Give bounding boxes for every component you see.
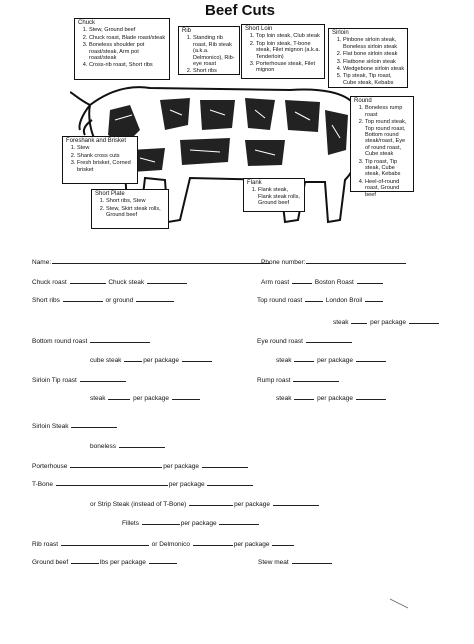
sirloin-tip-roast-blank[interactable] xyxy=(80,375,126,382)
bottom-round-roast-label: Bottom round roast xyxy=(32,338,88,345)
eye-round-roast-label: Eye round roast xyxy=(257,338,303,345)
per-package-label: per package xyxy=(143,357,180,364)
tbone-label: T-Bone xyxy=(32,481,53,488)
pen-mark xyxy=(388,596,412,610)
box-heading: Round xyxy=(354,98,372,104)
ground-beef-row xyxy=(32,557,178,566)
cube-steak-label: cube steak xyxy=(90,357,122,364)
chuck-steak-blank[interactable] xyxy=(147,277,187,284)
phone-blank[interactable] xyxy=(306,257,406,264)
rump-roast-label: Rump roast xyxy=(257,377,291,384)
boston-roast-label: Boston Roast xyxy=(314,279,354,286)
fillets-row xyxy=(122,518,260,527)
per-package-label: per package xyxy=(168,481,205,488)
per-package-blank[interactable] xyxy=(409,317,439,324)
box-heading: Rib xyxy=(182,28,192,34)
list-item: 5. Tip steak, Tip roast, Cube steak, Kebabs xyxy=(343,73,405,86)
steak-row-2 xyxy=(276,355,387,364)
name-blank[interactable] xyxy=(52,257,270,264)
ground-beef-label: Ground beef xyxy=(32,559,69,566)
porterhouse-label: Porterhouse xyxy=(32,463,68,470)
list-item: 2. Top round steak, Top round roast, Bottom round steak/roast, Eye of round roast, Cube steak xyxy=(365,119,411,157)
sirloin-box xyxy=(328,28,408,88)
top-round-roast-label: Top round roast xyxy=(257,297,303,304)
box-heading: Chuck xyxy=(78,20,96,26)
sirloin-steak-row xyxy=(32,421,118,430)
page-title: Beef Cuts xyxy=(205,2,276,19)
boston-roast-blank[interactable] xyxy=(357,277,383,284)
name-label: Name: xyxy=(32,259,52,266)
sirloin-tip-roast-label: Sirloin Tip roast xyxy=(32,377,77,384)
short-ribs-blank[interactable] xyxy=(63,295,103,302)
top-round-roast-blank[interactable] xyxy=(305,295,323,302)
lbs-per-package-label: lbs per package xyxy=(99,559,146,566)
name-row xyxy=(32,257,271,266)
chuck-roast-blank[interactable] xyxy=(70,277,106,284)
box-heading: Short Plate xyxy=(95,191,125,197)
or-delmonico-label: or Delmonico xyxy=(151,541,190,548)
list-item: 4. Cross-rib roast, Short ribs xyxy=(89,62,167,68)
list-item: 1. Stew, Ground beef xyxy=(89,27,167,33)
per-package-blank[interactable] xyxy=(219,518,259,525)
phone-row xyxy=(261,257,407,266)
box-heading: Foreshank and Brisket xyxy=(66,138,127,144)
fillets-label: Fillets xyxy=(122,520,139,527)
per-package-label: per package xyxy=(133,395,169,402)
per-package-label: per package xyxy=(317,357,353,364)
fillets-blank[interactable] xyxy=(142,518,180,525)
rib-roast-label: Rib roast xyxy=(32,541,59,548)
chuck-roast-label: Chuck roast xyxy=(32,279,67,286)
sirloin-steak-blank[interactable] xyxy=(71,421,117,428)
sirloin-tip-row xyxy=(32,375,127,384)
rump-roast-blank[interactable] xyxy=(293,375,339,382)
list-item: 1. Flank steak, Flank steak rolls, Ground beef xyxy=(258,187,302,206)
rib-roast-row xyxy=(32,539,295,548)
per-package-blank[interactable] xyxy=(182,355,212,362)
list-item: 1. Stew xyxy=(77,145,135,151)
phone-label: Phone number: xyxy=(261,259,306,266)
london-broil-blank[interactable] xyxy=(365,295,383,302)
rump-roast-row xyxy=(257,375,340,384)
steak-label: steak xyxy=(276,357,292,364)
steak-label: steak xyxy=(333,319,349,326)
or-ground-blank[interactable] xyxy=(136,295,174,302)
arm-row xyxy=(261,277,384,286)
stew-meat-blank[interactable] xyxy=(292,557,332,564)
eye-round-row xyxy=(257,336,353,345)
flank-box xyxy=(243,178,305,212)
steak-row-4 xyxy=(276,393,387,402)
list-item: 1. Boneless rump roast xyxy=(365,105,411,118)
list-item: 3. Fresh brisket, Corned brisket xyxy=(77,160,135,173)
short-ribs-row xyxy=(32,295,175,304)
per-package-label: per package xyxy=(180,520,217,527)
boneless-blank[interactable] xyxy=(119,441,165,448)
sirloin-steak-label: Sirloin Steak xyxy=(32,423,69,430)
short-loin-box xyxy=(241,24,325,79)
per-package-label: per package xyxy=(317,395,353,402)
cube-steak-blank[interactable] xyxy=(124,355,142,362)
box-heading: Short Loin xyxy=(245,26,273,32)
eye-round-roast-blank[interactable] xyxy=(306,336,352,343)
steak-per-package-row xyxy=(333,317,440,326)
per-package-blank[interactable] xyxy=(272,539,294,546)
list-item: 2. Shank cross cuts xyxy=(77,153,135,159)
list-item: 1. Pinbone sirloin steak, Boneless sirloin steak xyxy=(343,37,405,50)
steak-blank[interactable] xyxy=(294,355,314,362)
porterhouse-blank[interactable] xyxy=(70,461,162,468)
list-item: 2. Flat bone sirloin steak xyxy=(343,51,405,57)
steak-row-3 xyxy=(90,393,201,402)
list-item: 4. Heel-of-round roast, Ground beef xyxy=(365,179,411,198)
per-package-blank[interactable] xyxy=(202,461,248,468)
boneless-row xyxy=(90,441,166,450)
rib-roast-blank[interactable] xyxy=(61,539,149,546)
per-package-label: per package xyxy=(163,463,200,470)
per-package-blank[interactable] xyxy=(207,479,253,486)
strip-steak-row xyxy=(90,499,320,508)
porterhouse-row xyxy=(32,461,249,470)
list-item: 4. Wedgebone sirloin steak xyxy=(343,66,405,72)
arm-roast-label: Arm roast xyxy=(261,279,290,286)
list-item: 3. Tip roast, Tip steak, Cube steak, Kebabs xyxy=(365,159,411,178)
cube-steak-row xyxy=(90,355,213,364)
list-item: 2. Chuck roast, Blade roast/steak xyxy=(89,35,167,41)
steak-label: steak xyxy=(276,395,292,402)
steak-blank[interactable] xyxy=(294,393,314,400)
lbs-per-package-blank[interactable] xyxy=(149,557,177,564)
chuck-box xyxy=(74,18,170,80)
list-item: 3. Flatbone sirloin steak xyxy=(343,59,405,65)
chuck-steak-label: Chuck steak xyxy=(108,279,145,286)
list-item: 2. Top loin steak, T-bone steak, Filet mignon (a.k.a. Tenderloin) xyxy=(256,41,322,60)
strip-steak-label: or Strip Steak (instead of T-Bone) xyxy=(90,501,187,508)
list-item: 1. Short ribs, Stew xyxy=(106,198,166,204)
rib-box xyxy=(178,26,240,75)
per-package-blank[interactable] xyxy=(273,499,319,506)
arm-roast-blank[interactable] xyxy=(292,277,312,284)
list-item: 2. Short ribs xyxy=(193,68,237,74)
list-item: 3. Boneless shoulder pot roast/steak, Arm pot roast/steak xyxy=(89,42,167,61)
bottom-round-roast-blank[interactable] xyxy=(90,336,150,343)
tbone-row xyxy=(32,479,254,488)
steak-blank[interactable] xyxy=(108,393,130,400)
per-package-label: per package xyxy=(370,319,406,326)
list-item: 1. Standing rib roast, Rib steak (a.k.a. Delmonico), Rib-eye roast xyxy=(193,35,237,67)
tbone-blank[interactable] xyxy=(56,479,168,486)
per-package-blank[interactable] xyxy=(356,393,386,400)
list-item: 3. Porterhouse steak, Filet mignon xyxy=(256,61,322,74)
strip-steak-blank[interactable] xyxy=(189,499,233,506)
short-ribs-label: Short ribs xyxy=(32,297,60,304)
stew-meat-row xyxy=(258,557,333,566)
list-item: 1. Top loin steak, Club steak xyxy=(256,33,322,39)
box-heading: Flank xyxy=(247,180,262,186)
per-package-label: per package xyxy=(233,541,270,548)
per-package-label: per package xyxy=(234,501,270,508)
chuck-row xyxy=(32,277,188,286)
bottom-round-row xyxy=(32,336,151,345)
short-plate-box xyxy=(91,189,169,229)
stew-meat-label: Stew meat xyxy=(258,559,289,566)
round-box xyxy=(350,96,414,198)
or-delmonico-blank[interactable] xyxy=(193,539,233,546)
per-package-blank[interactable] xyxy=(172,393,200,400)
steak-blank[interactable] xyxy=(351,317,367,324)
foreshank-box xyxy=(62,136,138,184)
per-package-blank[interactable] xyxy=(356,355,386,362)
ground-beef-blank[interactable] xyxy=(71,557,99,564)
steak-label: steak xyxy=(90,395,106,402)
top-round-row xyxy=(257,295,384,304)
boneless-label: boneless xyxy=(90,443,117,450)
or-ground-label: or ground xyxy=(105,297,134,304)
box-heading: Sirloin xyxy=(332,30,349,36)
list-item: 2. Stew, Skirt steak rolls, Ground beef xyxy=(106,206,166,219)
london-broil-label: London Broil xyxy=(325,297,363,304)
